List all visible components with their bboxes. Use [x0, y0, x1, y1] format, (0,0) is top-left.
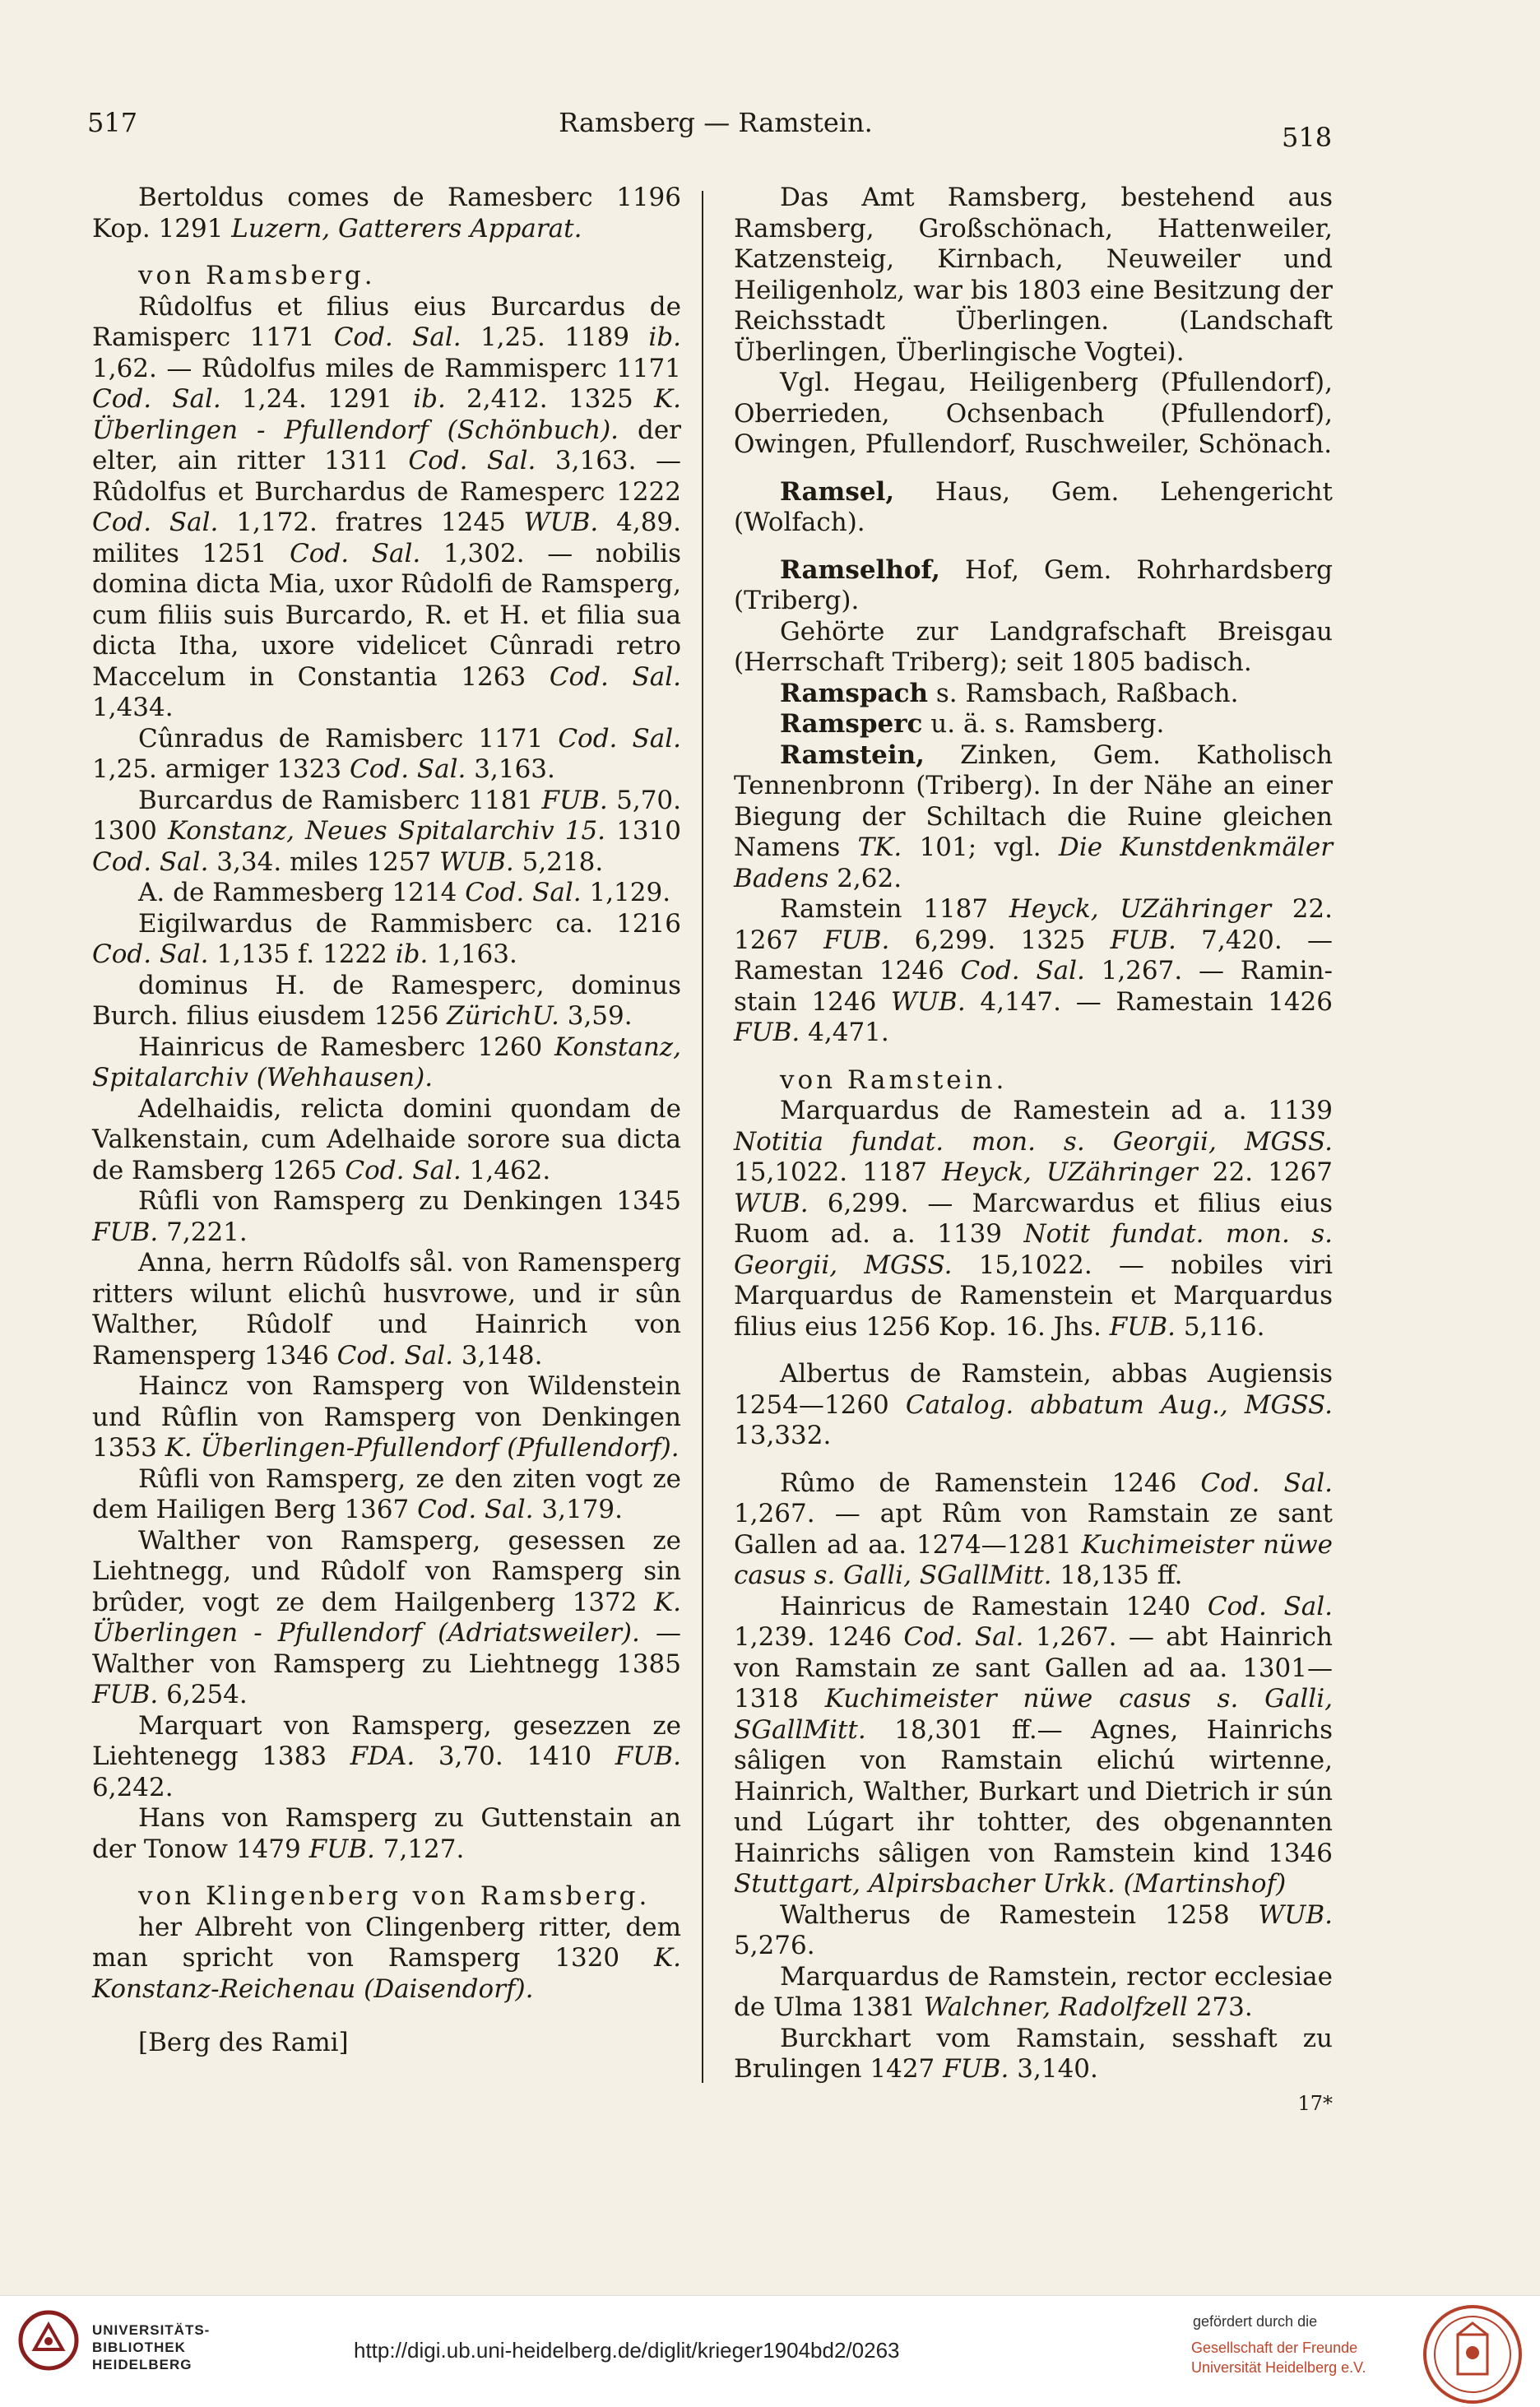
- section-heading: von Ramsberg.: [138, 261, 376, 290]
- entry: Anna, herrn Rûdolfs sål. von Ramensperg ritters wilunt elichû husvrowe, und ir sûn Walther, Rûdolf und Hainrich von Ramensperg 1346 Cod. Sal. 3,148.: [92, 1248, 681, 1370]
- entry: Adelhaidis, relicta domini quondam de Valkenstain, cum Adelhaide sorore sua dicta de Ramsberg 1265 Cod. Sal. 1,462.: [92, 1093, 681, 1185]
- column-divider: [702, 191, 703, 2083]
- entry: Ramstein 1187 Heyck, UZähringer 22. 1267 FUB. 6,299. 1325 FUB. 7,420. — Ramestan 1246 Cod. Sal. 1,267. — Ramin-stain 1246 WUB. 4,147. — Ramestain 1426 FUB. 4,471.: [734, 894, 1334, 1047]
- section-heading: von Klingenberg von Ramsberg.: [138, 1881, 651, 1911]
- page-number-right: 518: [1282, 122, 1333, 153]
- entry: Burcardus de Ramisberc 1181 FUB. 5,70. 1300 Konstanz, Neues Spitalarchiv 15. 1310 Cod. Sal. 3,34. miles 1257 WUB. 5,218.: [92, 785, 682, 877]
- sponsor-intro: gefördert durch die: [1193, 2313, 1318, 2330]
- society-seal-icon: [1422, 2303, 1524, 2405]
- entry: Ramselhof, Hof, Gem. Rohrhardsberg (Triberg).: [734, 554, 1333, 615]
- entry: Hans von Ramsperg zu Guttenstain an der Tonow 1479 FUB. 7,127.: [92, 1803, 681, 1864]
- entry: her Albreht von Clingenberg ritter, dem man spricht von Ramsperg 1320 K. Konstanz-Reichenau (Daisendorf).: [92, 1912, 681, 2004]
- entry: Hainricus de Ramestain 1240 Cod. Sal. 1,239. 1246 Cod. Sal. 1,267. — abt Hainrich von Ramstain ze sant Gallen ad aa. 1301—1318 Kuchimeister nüwe casus s. Galli, SGallMitt. 18,301 ff.— Agnes, Hainrichs sâligen von Ramstain elichú wirtenne, Hainrich, Walther, Burkart und Dietrich ir sún und Lúgart ihr tohtter, des obgenannten Hainrichs sâligen von Ramstein kind 1346 Stuttgart, Alpirsbacher Urkk. (Martinshof): [734, 1591, 1333, 1899]
- entry: Rûfli von Ramsperg, ze den ziten vogt ze dem Hailigen Berg 1367 Cod. Sal. 3,179.: [92, 1463, 681, 1524]
- entry: Rûdolfus et filius eius Burcardus de Ramisperc 1171 Cod. Sal. 1,25. 1189 ib. 1,62. — Rûdolfus miles de Rammisperc 1171 Cod. Sal. 1,24. 1291 ib. 2,412. 1325 K. Überlingen - Pfullendorf (Schönbuch). der elter, ain ritter 1311 Cod. Sal. 3,163. — Rûdolfus et Burchardus de Ramesperc 1222 Cod. Sal. 1,172. fratres 1245 WUB. 4,89. milites 1251 Cod. Sal. 1,302. — nobilis domina dicta Mia, uxor Rûdolfi de Ramsperg, cum filiis suis Burcardo, R. et H. et filia sua dicta Itha, uxore videlicet Cûnradi retro Maccelum in Constantia 1263 Cod. Sal. 1,434.: [92, 291, 682, 722]
- running-title: Ramsberg — Ramstein.: [559, 107, 873, 138]
- entry: Gehörte zur Landgrafschaft Breisgau (Herrschaft Triberg); seit 1805 badisch.: [734, 616, 1333, 677]
- sponsor-name[interactable]: Gesellschaft der Freunde Universität Heidelberg e.V.: [1191, 2340, 1366, 2376]
- left-column: [92, 183, 681, 2059]
- signature-mark: 17*: [1297, 2091, 1333, 2115]
- right-column: [734, 183, 1333, 2119]
- entry: Waltherus de Ramestein 1258 WUB. 5,276.: [734, 1899, 1333, 1960]
- entry: Marquart von Ramsperg, gesezzen ze Liehtenegg 1383 FDA. 3,70. 1410 FUB. 6,242.: [92, 1710, 681, 1802]
- entry: Ramspach s. Ramsbach, Raßbach.: [780, 678, 1239, 708]
- entry: Hainricus de Ramesberc 1260 Konstanz, Spitalarchiv (Wehhausen).: [92, 1032, 681, 1092]
- university-library-name: UNIVERSITÄTS- BIBLIOTHEK HEIDELBERG: [92, 2322, 211, 2372]
- entry: dominus H. de Ramesperc, dominus Burch. filius eiusdem 1256 ZürichU. 3,59.: [92, 970, 681, 1031]
- entry: Cûnradus de Ramisberc 1171 Cod. Sal. 1,25. armiger 1323 Cod. Sal. 3,163.: [92, 723, 681, 784]
- entry: Ramsperc u. ä. s. Ramsberg.: [780, 709, 1165, 739]
- entry: Rûfli von Ramsperg zu Denkingen 1345 FUB. 7,221.: [92, 1186, 681, 1247]
- page-number-left: 517: [87, 107, 138, 138]
- entry: Haincz von Ramsperg von Wildenstein und Rûflin von Ramsperg von Denkingen 1353 K. Überlingen-Pfullendorf (Pfullendorf).: [92, 1371, 681, 1463]
- entry: A. de Rammesberg 1214 Cod. Sal. 1,129.: [138, 878, 671, 907]
- entry: Bertoldus comes de Ramesberc 1196 Kop. 1291 Luzern, Gatterers Apparat.: [92, 183, 681, 243]
- entry: Burckhart vom Ramstain, sesshaft zu Brulingen 1427 FUB. 3,140.: [734, 2023, 1333, 2084]
- permalink-url[interactable]: http://digi.ub.uni-heidelberg.de/diglit/krieger1904bd2/0263: [354, 2338, 900, 2363]
- entry: Ramstein, Zinken, Gem. Katholisch Tennenbronn (Triberg). In der Nähe an einer Biegung der Schiltach die Ruine gleichen Namens TK. 101; vgl. Die Kunstdenkmäler Badens 2,62.: [734, 740, 1334, 893]
- section-heading: von Ramstein.: [780, 1064, 1008, 1095]
- etymology-note: [Berg des Rami]: [138, 2028, 349, 2057]
- entry: Ramsel, Haus, Gem. Lehengericht (Wolfach).: [734, 476, 1333, 537]
- entry: Walther von Ramsperg, gesessen ze Liehtnegg, und Rûdolf von Ramsperg sin brûder, vogt ze dem Hailgenberg 1372 K. Überlingen - Pfullendorf (Adriatsweiler). — Walther von Ramsperg zu Liehtnegg 1385 FUB. 6,254.: [92, 1525, 681, 1709]
- entry: Vgl. Hegau, Heiligenberg (Pfullendorf), Oberrieden, Ochsenbach (Pfullendorf), Owingen, Pfullendorf, Ruschweiler, Schönach.: [734, 368, 1333, 459]
- entry: Das Amt Ramsberg, bestehend aus Ramsberg, Großschönach, Hattenweiler, Katzensteig, Kirnbach, Neuweiler und Heiligenholz, war bis 1803 eine Besitzung der Reichsstadt Überlingen. (Landschaft Überlingen, Überlingische Vogtei).: [734, 183, 1333, 367]
- entry: Eigilwardus de Rammisberc ca. 1216 Cod. Sal. 1,135 f. 1222 ib. 1,163.: [92, 908, 681, 969]
- university-library-logo-icon[interactable]: [16, 2308, 81, 2372]
- entry: Rûmo de Ramenstein 1246 Cod. Sal. 1,267. — apt Rûm von Ramstain ze sant Gallen ad aa. 1274—1281 Kuchimeister nüwe casus s. Galli, SGallMitt. 18,135 ff.: [734, 1468, 1333, 1590]
- entry: Marquardus de Ramestein ad a. 1139 Notitia fundat. mon. s. Georgii, MGSS. 15,1022. 1187 Heyck, UZähringer 22. 1267 WUB. 6,299. — Marcwardus et filius eius Ruom ad. a. 1139 Notit fundat. mon. s. Georgii, MGSS. 15,1022. — nobiles viri Marquardus de Ramenstein et Marquardus filius eius 1256 Kop. 16. Jhs. FUB. 5,116.: [734, 1096, 1334, 1342]
- entry: Marquardus de Ramstein, rector ecclesiae de Ulma 1381 Walchner, Radolfzell 273.: [734, 1961, 1333, 2022]
- entry: Albertus de Ramstein, abbas Augiensis 1254—1260 Catalog. abbatum Aug., MGSS. 13,332.: [734, 1359, 1333, 1450]
